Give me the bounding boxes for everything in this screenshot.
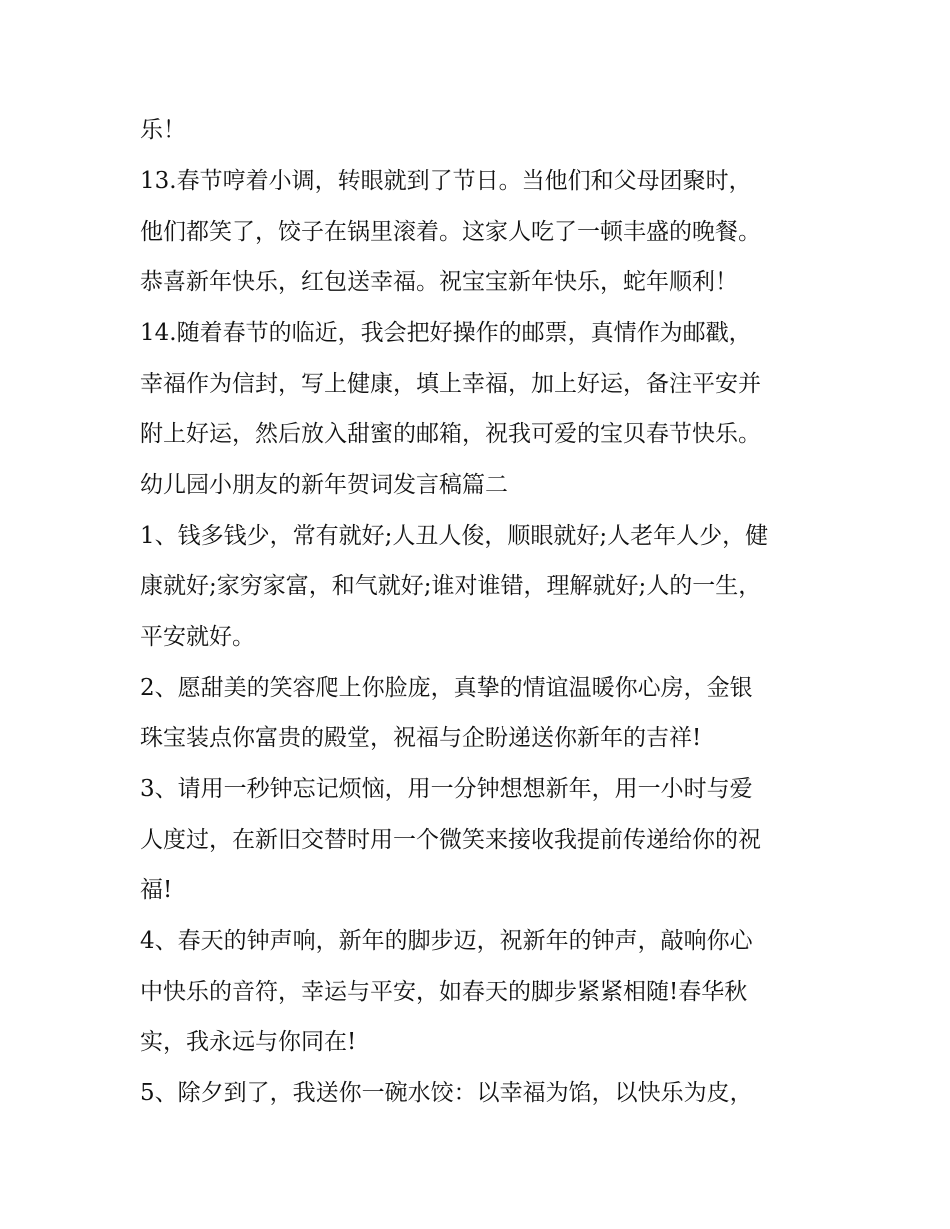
text-line: 2、愿甜美的笑容爬上你脸庞，真挚的情谊温暖你心房，金银 <box>140 675 753 701</box>
text-line: 实，我永远与你同在! <box>140 1029 357 1055</box>
text-line: 5、除夕到了，我送你一碗水饺：以幸福为馅，以快乐为皮， <box>140 1080 753 1106</box>
text-line: 4、春天的钟声响，新年的脚步迈，祝新年的钟声，敲响你心 <box>140 928 753 954</box>
text-line: 14.随着春节的临近，我会把好操作的邮票，真情作为邮戳， <box>140 320 752 346</box>
text-line: 人度过，在新旧交替时用一个微笑来接收我提前传递给你的祝 <box>140 827 761 853</box>
text-line: 13.春节哼着小调，转眼就到了节日。当他们和父母团聚时， <box>140 168 752 194</box>
text-line: 平安就好。 <box>140 624 255 650</box>
text-line: 幸福作为信封，写上健康，填上幸福，加上好运，备注平安并 <box>140 371 761 397</box>
text-line: 3、请用一秒钟忘记烦恼，用一分钟想想新年，用一小时与爱 <box>140 776 753 802</box>
text-line: 中快乐的音符，幸运与平安，如春天的脚步紧紧相随!春华秋 <box>140 979 748 1005</box>
text-line: 他们都笑了，饺子在锅里滚着。这家人吃了一顿丰盛的晚餐。 <box>140 219 761 245</box>
text-line: 恭喜新年快乐，红包送幸福。祝宝宝新年快乐，蛇年顺利！ <box>140 269 738 295</box>
section-heading: 幼儿园小朋友的新年贺词发言稿篇二 <box>140 472 508 498</box>
text-line: 附上好运，然后放入甜蜜的邮箱，祝我可爱的宝贝春节快乐。 <box>140 421 761 447</box>
text-line: 福! <box>140 877 173 903</box>
text-line: 乐！ <box>140 117 186 143</box>
text-line: 康就好;家穷家富，和气就好;谁对谁错，理解就好;人的一生， <box>140 573 762 599</box>
text-line: 珠宝装点你富贵的殿堂，祝福与企盼递送你新年的吉祥! <box>140 725 702 751</box>
text-line: 1、钱多钱少，常有就好;人丑人俊，顺眼就好;人老年人少，健 <box>140 523 769 549</box>
